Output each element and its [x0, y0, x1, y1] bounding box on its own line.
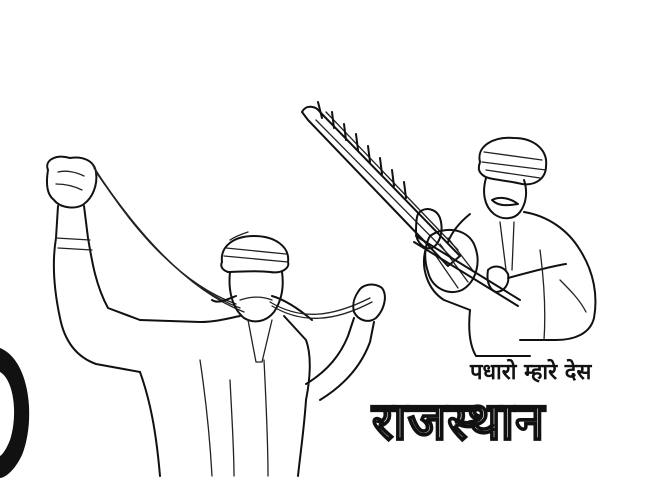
tagline-text: पधारो म्हारे देस	[470, 360, 592, 385]
rajasthan-title: राजस्थान	[372, 391, 546, 452]
mustache-man-figure	[47, 157, 385, 476]
black-circle-fragment	[0, 348, 29, 478]
musician-figure	[302, 102, 595, 356]
